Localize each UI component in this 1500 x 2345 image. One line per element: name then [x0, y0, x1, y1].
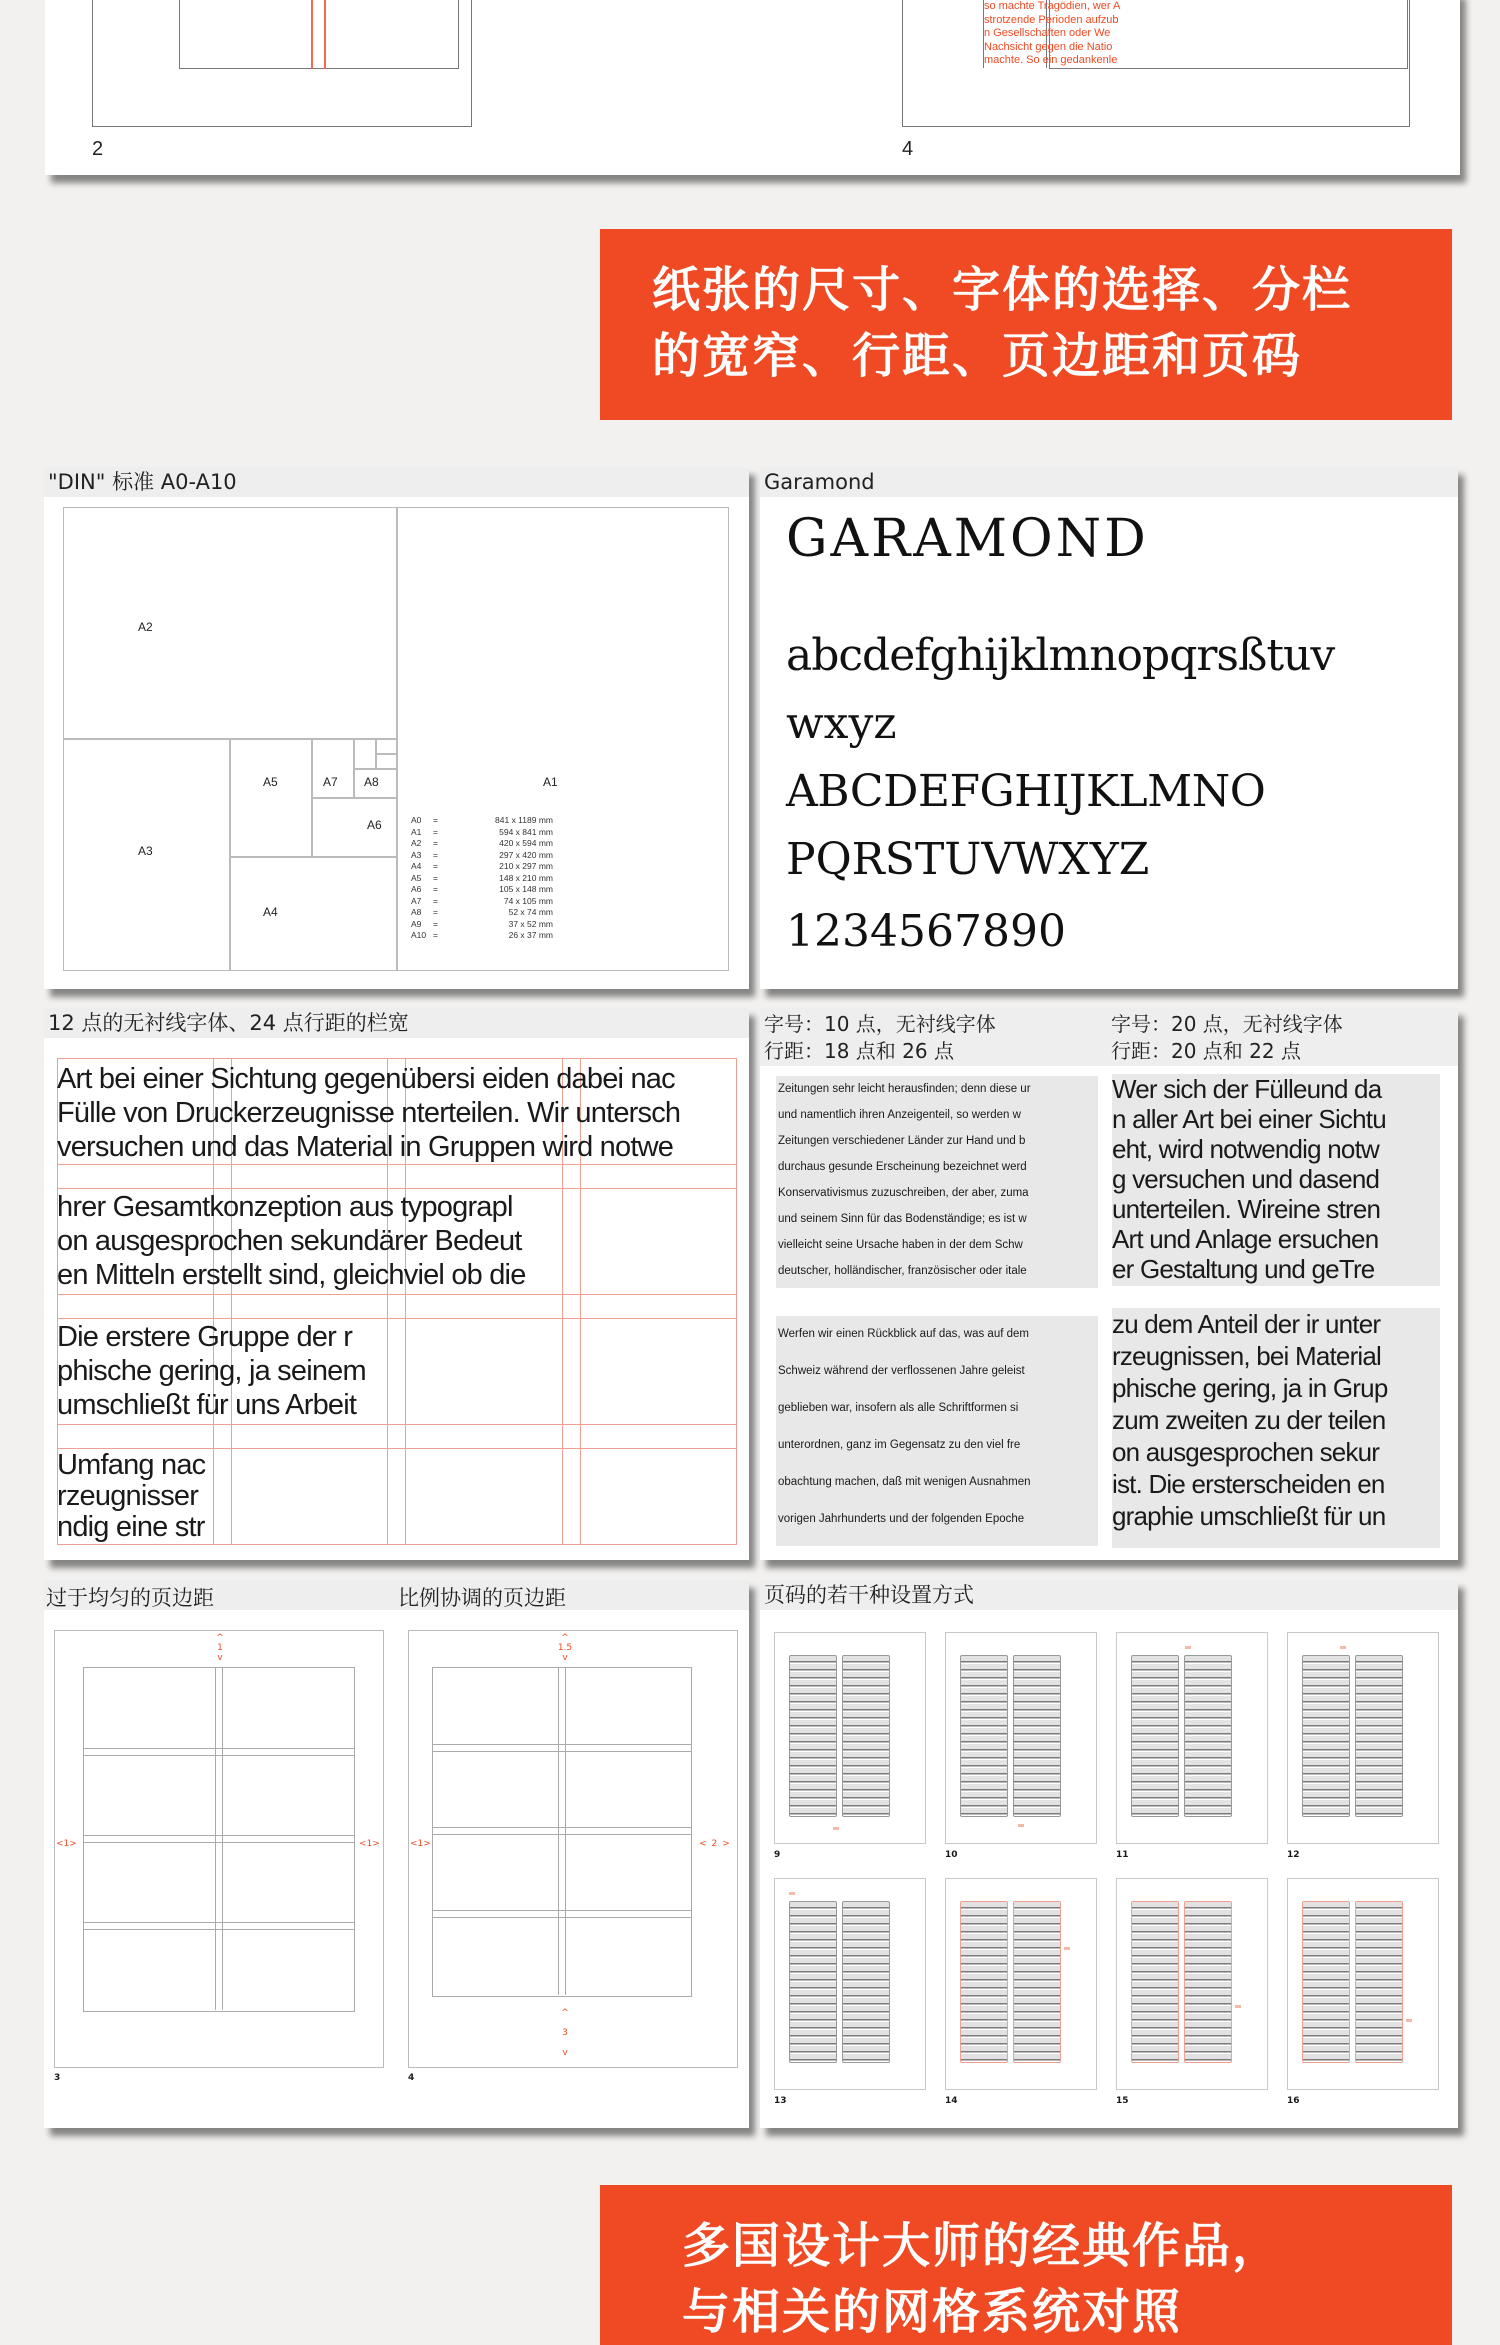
page-number-marker: [1018, 1824, 1024, 1827]
margins-card: [44, 1580, 749, 2128]
mini-text-column: [1131, 1655, 1179, 1817]
din-table-cell: 297 x 420 mm: [499, 849, 553, 860]
grid-line: [57, 1188, 737, 1189]
text-line: eht, wird notwendig notw: [1112, 1134, 1379, 1164]
large-type-title: [1111, 1011, 1343, 1065]
garamond-card: [760, 467, 1458, 989]
text-line: n aller Art bei einer Sichtu: [1112, 1104, 1386, 1134]
din-table-cell: =: [433, 884, 438, 894]
margin-left-marker: <1>: [56, 1839, 77, 1849]
text-line: Werfen wir einen Rückblick auf das, was auf dem: [778, 1328, 1029, 1340]
grid-area: [57, 1058, 737, 1545]
large-type-block-1: [1112, 1074, 1440, 1286]
mini-page: [774, 1632, 926, 1844]
red-text-block: [983, 0, 1121, 68]
text-line: deutscher, holländischer, französischer oder itale: [778, 1265, 1027, 1277]
din-table-cell: 37 x 52 mm: [508, 918, 553, 929]
mini-text-column: [1355, 1901, 1403, 2063]
mini-page: [1116, 1878, 1268, 2090]
margin-left-marker: <1>: [410, 1839, 431, 1849]
column-card-title: 12 点的无衬线字体、24 点行距的栏宽: [44, 1008, 749, 1038]
mini-page: [1116, 1632, 1268, 1844]
text-line: Die erstere Gruppe der r: [57, 1321, 353, 1353]
text-line: phische gering, ja in Grup: [1112, 1373, 1388, 1403]
row-line: [84, 1842, 354, 1843]
margins-title-even: 过于均匀的页边距: [46, 1586, 214, 1610]
mini-text-column: [1184, 1901, 1232, 2063]
red-text-line: so machte Tragödien, wer A: [984, 0, 1121, 12]
page-number-marker: [1235, 2005, 1241, 2008]
din-table-row: [411, 896, 553, 908]
din-diagram: [63, 507, 729, 971]
garamond-uppercase-2: PQRSTUVWXYZ: [786, 834, 1150, 885]
large-type-title-line: 字号：20 点，无衬线字体: [1111, 1012, 1343, 1036]
proportional-page-number: 4: [408, 2073, 415, 2083]
din-table-row: [411, 907, 553, 919]
proportional-margin-page: [408, 1630, 738, 2068]
text-line: Umfang nac: [57, 1449, 206, 1481]
mini-page-label: 9: [774, 1850, 781, 1860]
a8-divider: [353, 768, 396, 770]
din-table-cell: A8: [411, 907, 422, 917]
row-line: [433, 1917, 691, 1918]
mini-page: [1287, 1878, 1439, 2090]
column-width-card: [44, 1008, 749, 1560]
small-type-title-line: 字号：10 点，无衬线字体: [764, 1012, 996, 1036]
margin-top-marker: ^ 1.5 v: [557, 1633, 573, 1663]
din-table-cell: 841 x 1189 mm: [495, 815, 553, 825]
din-table-cell: =: [433, 849, 438, 860]
garamond-lowercase-1: abcdefghijklmnopqrsßtuv: [786, 630, 1335, 681]
a10-divider: [375, 753, 396, 755]
text-line: zu dem Anteil der ir unter: [1112, 1309, 1381, 1339]
text-line: und seinem Sinn für das Bodenständige; es ist w: [778, 1213, 1027, 1225]
garamond-uppercase-1: ABCDEFGHIJKLMNO: [786, 766, 1266, 817]
page-number-marker: [1406, 2019, 1412, 2022]
proportional-text-area: [432, 1667, 692, 1997]
din-table-cell: =: [433, 895, 438, 906]
mini-text-column: [960, 1901, 1008, 2063]
small-type-title: [764, 1011, 996, 1065]
page-number-marker: [833, 1827, 839, 1830]
din-table-cell: =: [433, 930, 438, 940]
mini-page-label: 14: [945, 2096, 958, 2106]
mini-page-label: 11: [1116, 1850, 1129, 1860]
small-type-title-line: 行距：18 点和 26 点: [764, 1039, 954, 1063]
gutter-line: [565, 1668, 566, 1995]
text-line: vorigen Jahrhunderts und der folgenden Epoche: [778, 1513, 1025, 1525]
banner-line-2: 的宽窄、行距、页边距和页码: [652, 328, 1303, 384]
row-line: [84, 1748, 354, 1749]
a4-divider: [229, 856, 396, 858]
text-line: umschließt für uns Arbeit: [57, 1389, 357, 1421]
text-line: hrer Gesamtkonzeption aus typograpl: [57, 1191, 513, 1223]
column-text-block-3: [57, 1320, 387, 1422]
din-table-row: [411, 930, 553, 942]
mini-text-column: [789, 1655, 837, 1817]
din-table-cell: =: [433, 918, 438, 929]
mini-page-label: 13: [774, 2096, 787, 2106]
red-text-line: machte. So ein gedankenle: [984, 54, 1118, 66]
margin-bottom-marker: ^ 3 v: [561, 2008, 569, 2058]
din-table-cell: A2: [411, 838, 422, 848]
din-table-cell: A0: [411, 815, 422, 825]
page-number-marker: [1185, 1646, 1191, 1649]
text-line: Wer sich der Fülleund da: [1112, 1074, 1382, 1104]
label-a3: A3: [138, 844, 153, 858]
large-type-title-line: 行距：20 点和 22 点: [1111, 1039, 1301, 1063]
column-text-block-2: [57, 1190, 562, 1292]
din-table-row: [411, 827, 553, 839]
margin-top-marker: ^ 1 v: [216, 1633, 224, 1663]
mini-page: [774, 1878, 926, 2090]
left-text-frame: [179, 0, 459, 69]
text-line: g versuchen und dasend: [1112, 1164, 1380, 1194]
a1-divider: [396, 507, 398, 971]
din-table-cell: A3: [411, 849, 422, 860]
banner-line-1: 纸张的尺寸、字体的选择、分栏: [652, 262, 1353, 318]
din-table-cell: A1: [411, 826, 422, 837]
din-table-cell: =: [433, 838, 438, 848]
type-size-card: [760, 1008, 1458, 1560]
page-number-marker: [789, 1892, 795, 1895]
grid-line: [57, 1058, 737, 1059]
grid-line: [57, 1318, 737, 1319]
a3-divider: [229, 738, 231, 971]
din-table-cell: =: [433, 907, 438, 917]
red-text-line: strotzende Perioden aufzub: [984, 13, 1119, 26]
grid-line: [57, 1544, 737, 1545]
din-table-cell: 105 x 148 mm: [499, 884, 553, 894]
banner-line-2: 与相关的网格系统对照: [682, 2284, 1183, 2340]
row-line: [84, 1835, 354, 1836]
text-line: Fülle von Druckerzeugnisse nterteilen. Wir untersch: [57, 1097, 681, 1129]
label-a1: A1: [543, 775, 558, 789]
garamond-card-title: Garamond: [760, 467, 1458, 497]
mini-text-column: [842, 1901, 890, 2063]
din-table-cell: A9: [411, 918, 422, 929]
text-line: en Mitteln erstellt sind, gleichviel ob die: [57, 1259, 526, 1291]
text-line: phische gering, ja seinem: [57, 1355, 366, 1387]
gutter-line: [324, 0, 326, 69]
column-text-block-4: [57, 1450, 213, 1543]
page-number-right: 4: [902, 138, 914, 160]
din-table-row: [411, 884, 553, 896]
mini-text-column: [789, 1901, 837, 2063]
mini-page: [945, 1632, 1097, 1844]
text-line: Schweiz während der verflossenen Jahre geleist: [778, 1365, 1025, 1377]
text-line: versuchen und das Material in Gruppen wird notwe: [57, 1131, 674, 1163]
page-number-marker: [1340, 1646, 1346, 1649]
mini-page-label: 15: [1116, 2096, 1129, 2106]
text-line: unterordnen, ganz im Gegensatz zu den viel fre: [778, 1439, 1021, 1451]
mini-text-column: [1013, 1901, 1061, 2063]
mini-text-column: [1355, 1655, 1403, 1817]
din-table-cell: A5: [411, 872, 422, 883]
mini-text-column: [842, 1655, 890, 1817]
din-table-row: [411, 838, 553, 850]
din-table-cell: A4: [411, 861, 422, 871]
label-a8: A8: [364, 775, 379, 789]
garamond-numerals: 1234567890: [786, 906, 1066, 957]
din-table-cell: 148 x 210 mm: [499, 872, 553, 883]
mini-page-label: 16: [1287, 2096, 1300, 2106]
gutter-line: [311, 0, 313, 69]
din-table-cell: 74 x 105 mm: [503, 895, 553, 906]
din-table-cell: =: [433, 872, 438, 883]
din-table-cell: 52 x 74 mm: [508, 907, 553, 917]
grid-line: [57, 1424, 737, 1425]
mini-text-column: [1013, 1655, 1061, 1817]
mini-text-column: [1131, 1901, 1179, 2063]
even-text-area: [83, 1667, 355, 2012]
red-text-line: n Gesellschaften oder We: [984, 27, 1111, 39]
text-line: unterteilen. Wireine stren: [1112, 1194, 1381, 1224]
row-line: [84, 1922, 354, 1923]
even-page-number: 3: [54, 2073, 61, 2083]
din-table-cell: =: [433, 815, 438, 825]
din-table-row: [411, 919, 553, 931]
text-line: und namentlich ihren Anzeigenteil, so werden w: [778, 1109, 1021, 1121]
mini-text-column: [1184, 1655, 1232, 1817]
text-line: ist. Die ersterscheiden en: [1112, 1469, 1385, 1499]
grid-line: [57, 1164, 737, 1165]
mini-page: [945, 1878, 1097, 2090]
din-table-cell: 594 x 841 mm: [499, 826, 553, 837]
text-line: obachtung machen, daß mit wenigen Ausnahmen: [778, 1476, 1031, 1488]
even-margin-page: [54, 1630, 384, 2068]
large-type-block-2: [1112, 1308, 1440, 1548]
din-table-cell: 420 x 594 mm: [499, 838, 553, 848]
text-line: zum zweiten zu der teilen: [1112, 1405, 1386, 1435]
din-table-row: [411, 873, 553, 885]
text-line: rzeugnissen, bei Material: [1112, 1341, 1382, 1371]
din-table-cell: =: [433, 826, 438, 837]
text-line: rzeugnisser: [57, 1480, 199, 1512]
gutter-line: [215, 1668, 216, 2010]
page-number-marker: [1064, 1947, 1070, 1950]
text-line: Zeitungen sehr leicht herausfinden; denn diese ur: [778, 1083, 1031, 1095]
column-text-block-1: [57, 1062, 737, 1164]
row-line: [433, 1834, 691, 1835]
mini-page: [1287, 1632, 1439, 1844]
text-line: graphie umschließt für un: [1112, 1501, 1386, 1531]
mini-page-label: 10: [945, 1850, 958, 1860]
gutter-line: [558, 1668, 559, 1995]
row-line: [84, 1929, 354, 1930]
din-table-cell: 26 x 37 mm: [508, 930, 553, 940]
margins-title-proportional: 比例协调的页边距: [398, 1586, 566, 1610]
text-line: durchaus gesunde Erscheinung bezeichnet werd: [778, 1161, 1027, 1173]
din-table-cell: A10: [411, 930, 427, 940]
text-line: er Gestaltung und geTre: [1112, 1254, 1375, 1284]
mini-text-column: [1302, 1901, 1350, 2063]
text-line: ndig eine str: [57, 1511, 205, 1543]
din-table-cell: =: [433, 861, 438, 871]
row-line: [84, 1755, 354, 1756]
din-table-row: [411, 815, 553, 827]
text-line: vielleicht seine Ursache haben in der dem Schw: [778, 1239, 1023, 1251]
row-line: [433, 1751, 691, 1752]
din-card-title: "DIN" 标准 A0-A10: [44, 467, 749, 497]
label-a6: A6: [367, 818, 382, 832]
small-type-block-1: [776, 1076, 1098, 1288]
top-spread-card: [45, 0, 1460, 175]
din-size-table: [411, 815, 553, 942]
din-table-cell: A7: [411, 895, 422, 906]
din-table-row: [411, 850, 553, 862]
din-table-cell: A6: [411, 884, 422, 894]
garamond-heading: GARAMOND: [786, 509, 1149, 569]
row-line: [433, 1910, 691, 1911]
mini-text-column: [1302, 1655, 1350, 1817]
text-line: Konservativismus zuzuschreiben, der aber, zuma: [778, 1187, 1029, 1199]
row-line: [433, 1744, 691, 1745]
din-card: [44, 467, 749, 989]
margin-right-marker: <2>: [699, 1839, 735, 1849]
section-banner-2: [600, 2185, 1452, 2345]
small-type-block-2: [776, 1316, 1098, 1546]
section-banner-1: [600, 229, 1452, 420]
din-table-row: [411, 861, 553, 873]
mini-page-label: 12: [1287, 1850, 1300, 1860]
label-a7: A7: [323, 775, 338, 789]
page-number-card-title: 页码的若干种设置方式: [760, 1580, 1458, 1610]
label-a5: A5: [263, 775, 278, 789]
din-table-cell: 210 x 297 mm: [499, 861, 553, 871]
a6-divider: [311, 797, 396, 799]
text-line: Zeitungen verschiedener Länder zur Hand und b: [778, 1135, 1026, 1147]
label-a2: A2: [138, 620, 153, 634]
banner-line-1: 多国设计大师的经典作品，: [682, 2218, 1283, 2274]
mini-text-column: [960, 1655, 1008, 1817]
row-line: [433, 1827, 691, 1828]
grid-line: [57, 1294, 737, 1295]
text-line: on ausgesprochen sekundärer Bedeut: [57, 1225, 522, 1257]
text-line: Art bei einer Sichtung gegenübersi eiden dabei nac: [57, 1063, 675, 1095]
red-text-line: Nachsicht gegen die Natio: [984, 40, 1113, 53]
label-a4: A4: [263, 905, 278, 919]
gutter-line: [222, 1668, 223, 2010]
text-line: on ausgesprochen sekur: [1112, 1437, 1380, 1467]
margin-right-marker: <1>: [359, 1839, 380, 1849]
page-number-card: [760, 1580, 1458, 2128]
text-line: Art und Anlage ersuchen: [1112, 1224, 1379, 1254]
page-number-left: 2: [92, 138, 104, 160]
garamond-lowercase-2: wxyz: [786, 698, 897, 749]
text-line: geblieben war, insofern als alle Schriftformen si: [778, 1402, 1019, 1414]
